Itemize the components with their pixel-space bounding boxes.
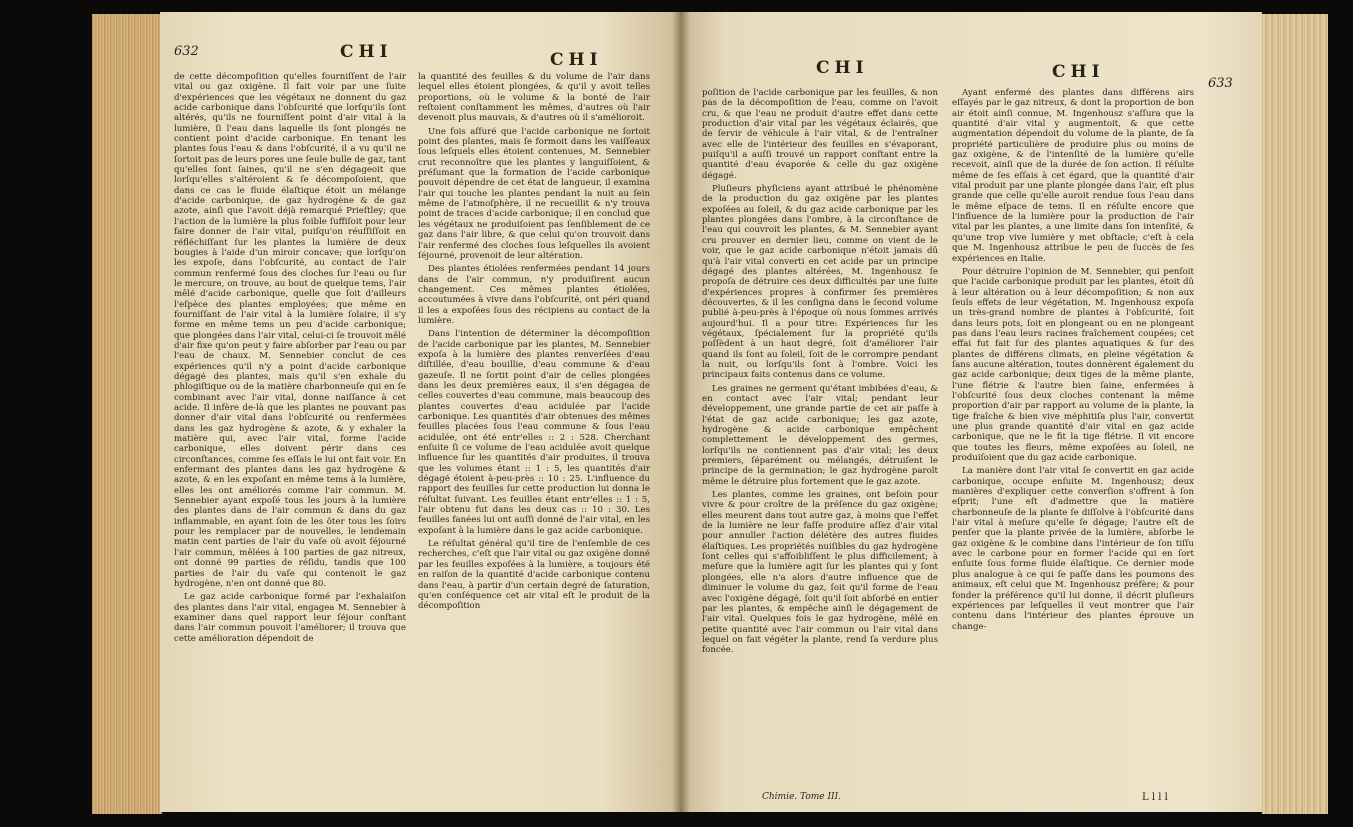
book-edge-right bbox=[1262, 14, 1328, 814]
running-head-right-2: CHI bbox=[1052, 62, 1105, 82]
paragraph: Le gaz acide carbonique formé par l'exhalaiſon des plantes dans l'air vital, engagea M. Sennebier à examiner dans quel rapport leur ſéjour conſtant dans l'air commun pouvoit l'améliorer; il trouva que cette amélioration dépendoit de bbox=[174, 592, 406, 644]
left-page-column-1 bbox=[174, 72, 406, 802]
page-number-right: 633 bbox=[1208, 76, 1233, 91]
right-page-column-2 bbox=[952, 88, 1194, 788]
paragraph: Les plantes, comme les graines, ont beſoin pour vivre & pour croître de la préſence du gaz oxigène; elles meurent dans tout autre gaz, à moins que l'effet de la lumière ne leur faſſe produire aſſez d'air vital pour annuller l'action délétère des autres fluides élaſtiques. Les propriétés nuiſibles du gaz hydrogène ſont celles qui s'affoibliſſent le plus difficilement; à meſure que la lumière agit ſur les plantes qui y ſont plongées, elle n'a alors d'autre influence que de diminuer le volume du gaz, ſoit qu'il forme de l'eau avec l'oxigène dégagé, ſoit qu'il ſoit abſorbé en entier par les plantes, & empêche ainſi le dégagement de l'air vital. Quelques fois le gaz hydrogène, mêlé en petite quantité avec l'air commun ou l'air vital dans lequel on fait végéter la plante, rend ſa verdure plus foncée. bbox=[702, 490, 938, 656]
paragraph: la quantité des feuilles & du volume de l'air dans lequel elles étoient plongées, & qu'il y avoit telles proportions, où le volume & la bonté de l'air reſtoient conſtamment les mêmes, d'autres où l'air devenoit plus mauvais, & d'autres où il s'amélioroit. bbox=[418, 72, 650, 124]
paragraph: Ayant enfermé des plantes dans différens airs eſſayés par le gaz nitreux, & dont la proportion de bon air étoit ainſi connue, M. Ingenhousz s'aſſura que la quantité d'air vital y augmentoit, & que cette augmentation dépendoit du volume de la plante, de ſa propriété particulière de produire plus ou moins de gaz oxigène, & de l'intenſité de la lumière qu'elle recevoit, ainſi que de la durée de ſon action. Il réſulte même de ſes eſſais à cet égard, que la quantité d'air vital produit par une plante plongée dans l'air, eſt plus grande que celle qu'elle auroit rendue ſous l'eau dans le même eſpace de tems. Il en réſulte encore que l'influence de la lumière pour la production de l'air vital par les plantes, a une limite dans ſon intenſité, & qu'une trop vive lumière y met obſtacle; c'eſt à cela que M. Ingenhousz attribue le peu de ſuccès de ſes expériences en Italie. bbox=[952, 88, 1194, 264]
right-page bbox=[680, 12, 1262, 812]
left-page-column-2 bbox=[418, 72, 650, 802]
left-page bbox=[160, 12, 680, 812]
paragraph: Une fois aſſuré que l'acide carbonique ne ſortoit point des plantes, mais ſe formoit dans les vaiſſeaux ſous leſquels elles étoient contenues, M. Sennebier crut reconnoître que les plantes y languiſſoient, & préſumant que la formation de l'acide carbonique pouvoit dépendre de cet état de langueur, il examina l'air qui touche les plantes pendant la nuit au ſein même de l'atmoſphère, il ne recueillit & n'y trouva point de traces d'acide carbonique; il en conclud que les végétaux ne produiſoient pas ſenſiblement de ce gaz dans l'air libre, & que celui qu'on trouvoit dans l'air renfermé des cloches ſous leſquelles ils avoient ſéjourné, provenoit de leur altération. bbox=[418, 126, 650, 261]
book-gutter bbox=[672, 12, 690, 812]
paragraph: Dans l'intention de déterminer la décompoſition de l'acide carbonique par les plantes, M. Sennebier expoſa à la lumière des plantes renverſées d'eau diſtillée, d'eau bouillie, d'eau commune & d'eau gazeuſe. Il ne ſortit point d'air de celles plongées dans les deux premières eaux, il s'en dégagea de celles couvertes d'eau commune, mais beaucoup des plantes couvertes d'eau acidulée par l'acide carbonique. Les quantités d'air obtenues des mêmes feuilles placées ſous l'eau commune & ſous l'eau acidulée, ont été entr'elles :: 2 : 528. Cherchant enſuite ſi ce volume de l'eau acidulée avoit quelque influence ſur les quantités d'air produites, il trouva que les volumes étant :: 1 : 5, les quantités d'air dégagé étoient à-peu-près :: 10 : 25. L'influence du rapport des feuilles ſur cette production lui donna le réſultat ſuivant. Les feuilles étant entr'elles :: 1 : 5, l'air obtenu fut dans les deux cas :: 10 : 30. Les feuilles fanées lui ont auſſi donné de l'air vital, en les expoſant à la lumière dans le gaz acide carbonique. bbox=[418, 329, 650, 536]
paragraph: de cette décompoſition qu'elles fourniſſent de l'air vital ou gaz oxigène. Il fait voir par une ſuite d'expériences que les végétaux ne donnent du gaz acide carbonique dans l'obſcurité que lorſqu'ils ſont altérés, qu'ils ne fourniſſent point d'air vital à la lumière, ſi l'eau dans laquelle ils ſont plongés ne contient point d'acide carbonique. En tenant les plantes ſous l'eau & dans l'obſcurité, il a vu qu'il ne ſortoit pas de leurs pores une ſeule bulle de gaz, tant qu'elles ſont ſaines, qu'il ne s'en dégageoit que lorſqu'elles s'altéroient & ſe décompoſoient, que dans ce cas le fluide élaſtique étoit un mélange d'acide carbonique, de gaz hydrogène & de gaz azote, ainſi que l'avoit déjà remarqué Prieſtley; que l'action de la lumière la plus foible ſuffiſoit pour leur faire donner de l'air vital, puiſqu'on réuſſiſſoit en réfléchiſſant ſur les plantes la lumière de deux bougies à l'aide d'un miroir concave; que lorſqu'on les expoſe, dans l'obſcurité, au contact de l'air commun renfermé ſous des cloches ſur l'eau ou ſur le mercure, on trouve, au bout de quelque tems, l'air mêlé d'acide carbonique, quelle que ſoit d'ailleurs l'eſpèce des plantes employées; que même en fourniſſant de l'air vital à la lumière ſolaire, il s'y forme en même tems un peu d'acide carbonique; que plongées dans l'air vital, celui-ci ſe trouvoit mêlé d'air fixe qu'on peut y faire abſorber par l'eau ou par l'eau de chaux. M. Sennebier conclut de ces expériences qu'il n'y a point d'acide carbonique dégagé des plantes, mais qu'il s'en exhale du phlogiſtique ou de la matière charbonneuſe qui en ſe combinant avec l'air vital, donne naiſſance à cet acide. Il infère de-là que les plantes ne pouvant pas donner d'air vital dans l'obſcurité ou renfermées dans les gaz hydrogène & azote, & y exhaler la matière qui, avec l'air vital, forme l'acide carbonique, elles doivent périr dans ces circonſtances, comme ſes eſſais le lui ont fait voir. En enfermant des plantes dans les gaz hydrogène & azote, & en les expoſant en même tems à la lumière, elles les ont améliorés comme l'air commun. M. Sennebier ayant expoſé tous les jours à la lumière des plantes dans de l'air commun & dans du gaz inflammable, en ayant ſoin de les ôter tous les ſoirs pour les remplacer par de nouvelles, le lendemain matin cent parties de l'air du vaſe où avoit ſéjourné l'air commun, mêlées à 100 parties de gaz nitreux, ont donné 99 parties de réſidu, tandis que 100 parties de l'air du vaſe qui contenoit le gaz hydrogène, n'en ont donné que 80. bbox=[174, 72, 406, 589]
paragraph: Pour détruire l'opinion de M. Sennebier, qui penſoit que l'acide carbonique produit par les plantes, étoit dû à leur altération ou à leur décompoſition; & non aux ſeuls effets de leur végétation, M. Ingenhousz expoſa un très-grand nombre de plantes à l'obſcurité, ſoit dans leurs pots, ſoit en plongeant ou en ne plongeant pas dans l'eau leurs racines fraîchement coupées; cet effai fut fait ſur des plantes aquatiques & ſur des plantes de différens climats, en pleine végétation & ſans aucune altération, toutes donnèrent également du gaz acide carbonique; deux tiges de la même plante, l'une flétrie & l'autre bien ſaine, enfermées à l'obſcurité ſous deux cloches contenant la même proportion d'air par rapport au volume de la plante, la tige fraîche & bien vive méphitiſa plus l'air, convertit une plus grande quantité d'air vital en gaz acide carbonique, que ne le fit la tige flétrie. Il vit encore que toutes les fleurs, même expoſées au ſoleil, ne produiſoient que du gaz acide carbonique. bbox=[952, 266, 1194, 464]
running-head-right-1: CHI bbox=[816, 58, 869, 78]
volume-footer: Chimie. Tome III. bbox=[762, 792, 841, 802]
page-number-left: 632 bbox=[174, 44, 199, 59]
book-edge-left bbox=[92, 14, 162, 814]
paragraph: La manière dont l'air vital ſe convertit en gaz acide carbonique, occupe enſuite M. Ingenhousz; deux manières d'expliquer cette converſion s'offrent à ſon eſprit; l'une eſt d'admettre que la matière charbonneuſe de la plante ſe diſſolve à l'obſcurité dans l'air vital à meſure qu'elle ſe dégage; l'autre eſt de penſer que la plante privée de la lumière, abſorbe le gaz oxigène & le combine dans l'intérieur de ſon tiſſu avec le carbone pour en former l'acide qui en ſort enſuite ſous forme fluide élaſtique. Ce dernier mode plus analogue à ce qui ſe paſſe dans les poumons des animaux, eſt celui que M. Ingenhousz préfère; & pour fonder la préférence qu'il lui donne, il décrit pluſieurs expériences par leſquelles il veut montrer que l'air contenu dans l'intérieur des plantes éprouve un change- bbox=[952, 466, 1194, 632]
signature-mark: L l l l bbox=[1142, 792, 1168, 803]
paragraph: Le réſultat général qu'il tire de l'enſemble de ces recherches, c'eſt que l'air vital ou gaz oxigène donné par les feuilles expoſées à la lumière, a toujours été en raiſon de la quantité d'acide carbonique contenu dans l'eau, à partir d'un certain degré de ſaturation, qu'en conſéquence cet air vital eſt le produit de la décompoſition bbox=[418, 539, 650, 612]
running-head-left-2: CHI bbox=[550, 50, 603, 70]
paragraph: Les graines ne germent qu'étant imbibées d'eau, & en contact avec l'air vital; pendant leur développement, une grande partie de cet air paſſe à l'état de gaz acide carbonique; les gaz azote, hydrogène & acide carbonique empêchent complettement le développement des germes, lorſqu'ils ne contiennent pas d'air vital; les deux premiers, ſéparément ou mélangés, détruiſent le principe de la germination; le gaz hydrogène paroît même le détruire plus fortement que le gaz azote. bbox=[702, 383, 938, 487]
paragraph: poſition de l'acide carbonique par les feuilles, & non pas de la décompoſition de l'eau, comme on l'avoit cru, & que l'eau ne produit d'autre effet dans cette production d'air vital par les végétaux éclairés, que de ſervir de véhicule à l'air vital, & de l'entraîner avec elle de l'intérieur des feuilles en s'évaporant, puiſqu'il a auſſi trouvé un rapport conſtant entre la quantité d'eau évaporée & celle du gaz oxigène dégagé. bbox=[702, 88, 938, 181]
right-page-column-1 bbox=[702, 88, 938, 788]
paragraph: Des plantes étiolées renfermées pendant 14 jours dans de l'air commun, n'y produiſirent aucun changement. Ces mêmes plantes étiolées, accoutumées à vivre dans l'obſcurité, ont péri quand il les a expoſées ſous des récipiens au contact de la lumière. bbox=[418, 264, 650, 326]
running-head-left-1: CHI bbox=[340, 42, 393, 62]
paragraph: Pluſieurs phyſiciens ayant attribué le phénomène de la production du gaz oxigène par les plantes expoſées au ſoleil, & du gaz acide carbonique par les plantes plongées dans l'ombre, à la circonſtance de l'eau qui couvroit les plantes, & M. Sennebier ayant cru prouver en dernier lieu, comme on vient de le voir, que le gaz acide carbonique n'étoit jamais dû qu'à l'air vital converti en cet acide par un principe dégagé des plantes altérées, M. Ingenhousz ſe propoſa de détruire ces deux difficultés par une ſuite d'expériences propres à confirmer ſes premières découvertes, & il les conſigna dans le ſecond volume publié à-peu-près à l'époque où nous ſommes arrivés aujourd'hui. Il a pour titre: Expériences ſur les végétaux, ſpécialement ſur la propriété qu'ils poſſèdent à un haut degré, ſoit d'améliorer l'air quand ils ſont au ſoleil, ſoit de le corrompre pendant la nuit, ou lorſqu'ils ſont à l'ombre. Voici les principaux faits contenus dans ce volume. bbox=[702, 184, 938, 381]
